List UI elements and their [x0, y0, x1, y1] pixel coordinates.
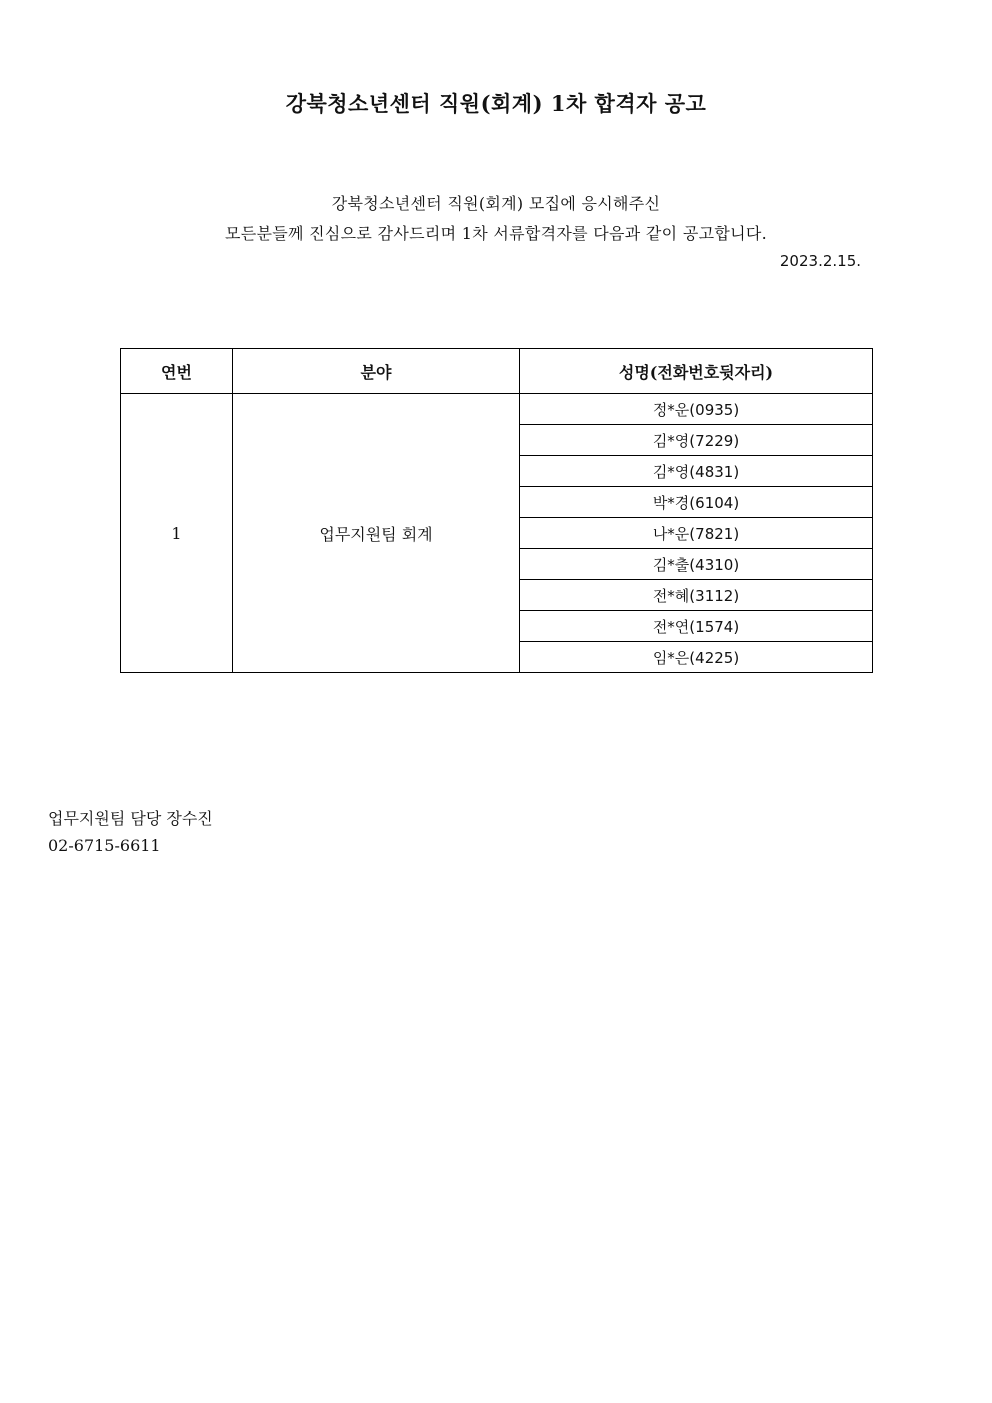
applicant-name: 전*연(1574): [520, 611, 873, 642]
announcement-date: 2023.2.15.: [779, 252, 861, 270]
header-names: 성명(전화번호뒷자리): [520, 349, 873, 394]
row-field: 업무지원팀 회계: [233, 394, 520, 673]
page-title: 강북청소년센터 직원(회계) 1차 합격자 공고: [285, 91, 707, 116]
contact-person: 업무지원팀 담당 장수진: [48, 809, 213, 828]
applicant-name: 김*영(7229): [520, 425, 873, 456]
header-no: 연번: [121, 349, 233, 394]
results-table: [120, 348, 873, 673]
table-row: [121, 394, 873, 425]
intro-line-2: 모든분들께 진심으로 감사드리며 1차 서류합격자를 다음과 같이 공고합니다.: [224, 224, 767, 243]
row-no: 1: [121, 394, 233, 673]
intro-line-1: 강북청소년센터 직원(회계) 모집에 응시해주신: [331, 194, 661, 213]
table-header-row: [121, 349, 873, 394]
applicant-name: 전*혜(3112): [520, 580, 873, 611]
applicant-name: 박*경(6104): [520, 487, 873, 518]
contact-phone: 02-6715-6611: [48, 836, 161, 855]
applicant-name: 김*영(4831): [520, 456, 873, 487]
applicant-name: 나*운(7821): [520, 518, 873, 549]
applicant-name: 임*은(4225): [520, 642, 873, 673]
applicant-name: 정*운(0935): [520, 394, 873, 425]
header-field: 분야: [233, 349, 520, 394]
applicant-name: 김*출(4310): [520, 549, 873, 580]
